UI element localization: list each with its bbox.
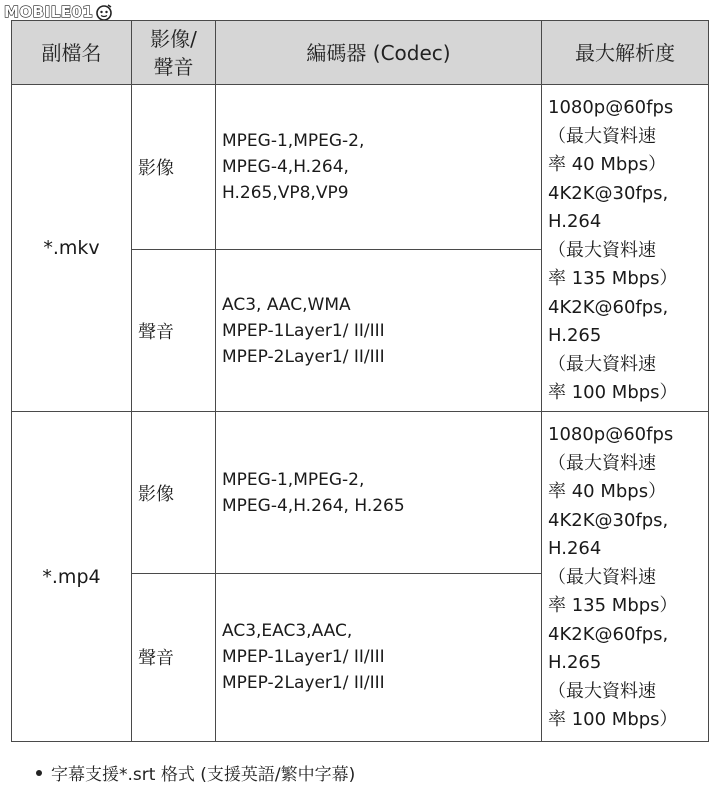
media-type-cell: 聲音 [132,250,216,412]
resolution-line: （最大資料速 [548,353,656,375]
media-type-cell: 影像 [132,412,216,573]
codec-line: MPEP-1Layer1/ II/III [222,647,385,668]
resolution-line: H.264 [548,211,602,232]
resolution-line: 率 40 Mbps） [548,481,667,503]
resolution-line: H.265 [548,325,602,346]
resolution-line: 1080p@60fps [548,97,674,118]
codec-cell [216,573,542,741]
table-row [12,412,709,573]
extension-cell: *.mkv [12,85,132,412]
resolution-line: 率 135 Mbps） [548,595,678,617]
resolution-line: 4K2K@30fps, [548,509,669,531]
media-type-cell: 影像 [132,85,216,250]
logo-text: MOBILE01 [4,3,94,21]
codec-line: MPEP-2Layer1/ II/III [222,673,385,694]
resolution-line: 率 100 Mbps） [548,709,678,731]
resolution-line: 4K2K@60fps, [548,296,669,318]
resolution-cell [542,412,709,742]
codec-line: MPEG-4,H.264, [222,157,349,178]
header-max-resolution: 最大解析度 [542,21,709,85]
resolution-line: H.264 [548,538,602,560]
extension-cell: *.mp4 [12,412,132,742]
codec-line: MPEG-4,H.264, H.265 [222,495,405,516]
codec-cell [216,85,542,250]
note-text: 字幕支援*.srt 格式 (支援英語/繁中字幕) [51,765,356,785]
resolution-line: （最大資料速 [548,452,656,474]
codec-cell [216,250,542,412]
header-row [12,21,709,85]
resolution-cell [542,85,709,412]
resolution-line: 率 135 Mbps） [548,268,678,289]
media-type-cell: 聲音 [132,573,216,741]
resolution-line: 1080p@60fps [548,424,674,446]
subtitle-support-note [36,760,355,785]
resolution-line: （最大資料速 [548,566,656,588]
resolution-line: 4K2K@60fps, [548,623,669,645]
resolution-line: 率 40 Mbps） [548,154,667,175]
resolution-line: 4K2K@30fps, [548,182,669,204]
codec-spec-table [11,20,709,742]
logo-face-icon [95,3,113,21]
codec-cell [216,412,542,573]
header-media-type [132,21,216,85]
resolution-line: （最大資料速 [548,680,656,702]
resolution-line: H.265 [548,652,602,674]
bullet-icon [36,770,42,776]
resolution-line: 率 100 Mbps） [548,382,678,403]
table-row [12,85,709,250]
resolution-line: （最大資料速 [548,239,656,261]
codec-line: H.265,VP8,VP9 [222,183,349,204]
codec-line: MPEG-1,MPEG-2, [222,131,365,152]
header-media-type-line1: 影像/ [150,26,197,51]
header-media-type-line2: 聲音 [153,54,194,79]
codec-line: MPEP-1Layer1/ II/III [222,320,385,341]
codec-line: AC3, AAC,WMA [222,294,351,315]
codec-line: MPEP-2Layer1/ II/III [222,346,385,367]
header-codec: 編碼器 (Codec) [216,21,542,85]
site-logo [4,2,113,22]
header-extension: 副檔名 [12,21,132,85]
resolution-line: （最大資料速 [548,125,656,147]
codec-line: AC3,EAC3,AAC, [222,621,353,642]
codec-line: MPEG-1,MPEG-2, [222,469,365,490]
